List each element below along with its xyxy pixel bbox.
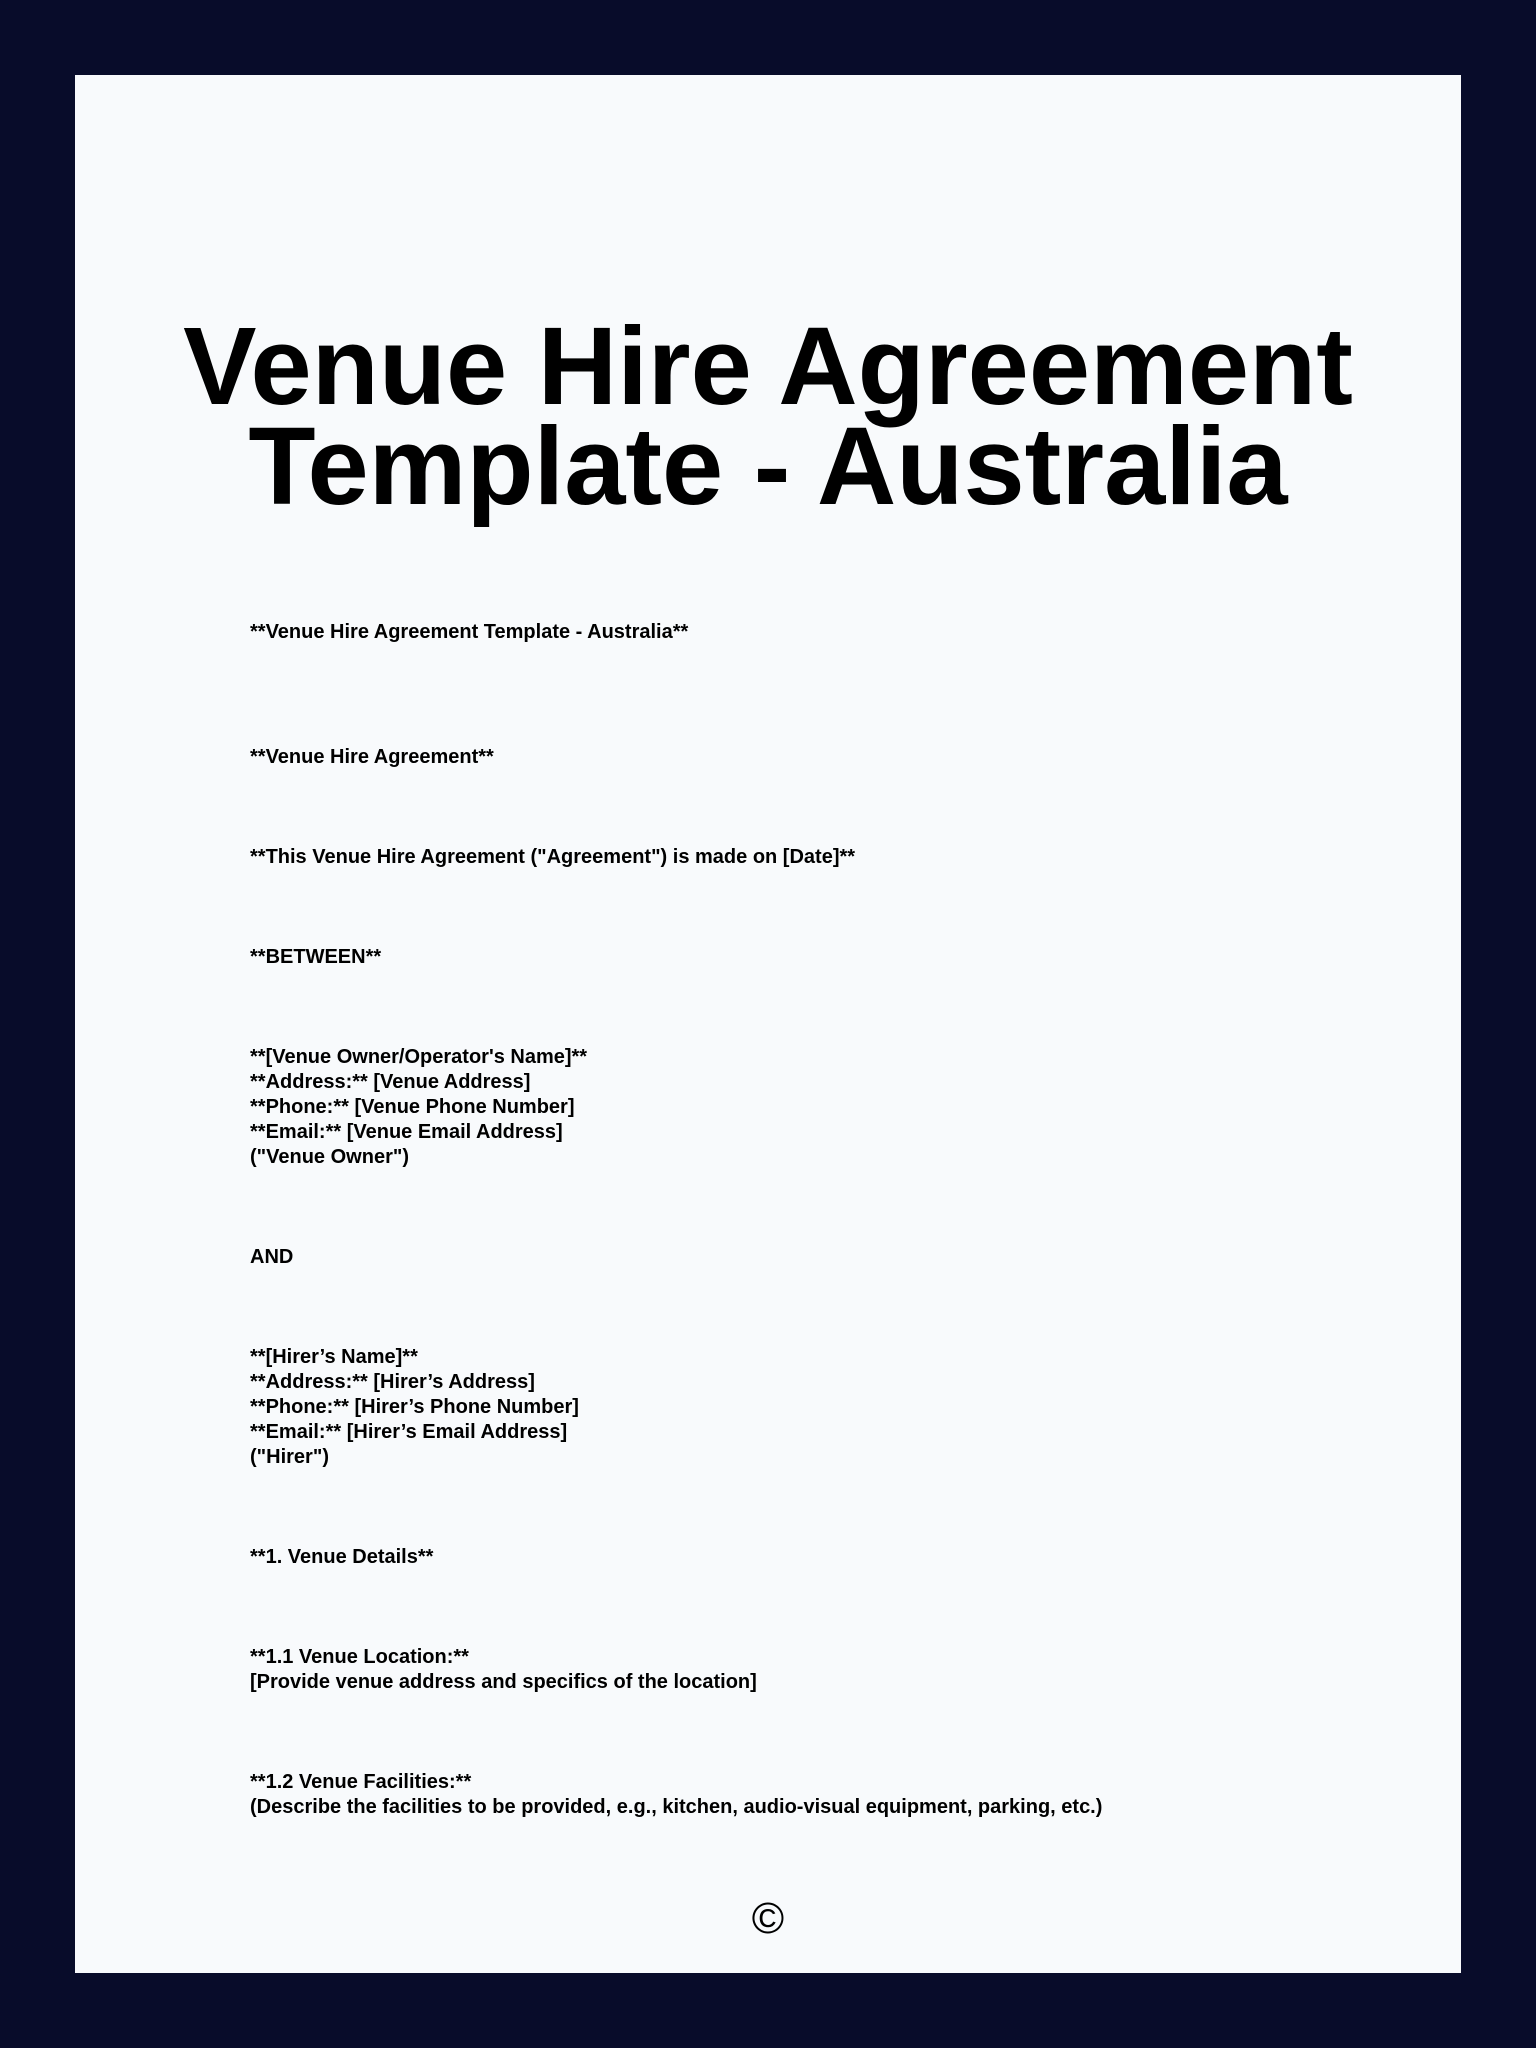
paragraph-hirer-block: **[Hirer’s Name]** **Address:** [Hirer’s Address] **Phone:** [Hirer’s Phone Number] **Email:** [Hirer’s Email Address] ("Hirer") [250,1346,579,1468]
document-title-line-2: Template - Australia [248,405,1288,528]
document-body [250,620,1300,1820]
document-title [75,305,1461,528]
document-title-line-1: Venue Hire Agreement [183,305,1353,428]
document-page [75,75,1461,1973]
copyright-icon: © [751,1894,785,1943]
paragraph-and: AND [250,1246,294,1268]
paragraph-venue-facilities: **1.2 Venue Facilities:** (Describe the facilities to be provided, e.g., kitchen, audio-visual equipment, parking, etc.) [250,1771,1103,1818]
paragraph-venue-owner-block: **[Venue Owner/Operator's Name]** **Address:** [Venue Address] **Phone:** [Venue Phone Number] **Email:** [Venue Email Address] ("Venue Owner") [250,1046,588,1168]
copyright-footer [75,1894,1461,1943]
paragraph-agreement-title: **Venue Hire Agreement** [250,746,494,768]
paragraph-venue-details-heading: **1. Venue Details** [250,1546,434,1568]
paragraph-between: **BETWEEN** [250,946,382,968]
paragraph-heading: **Venue Hire Agreement Template - Australia** [250,621,689,643]
paragraph-made-on: **This Venue Hire Agreement ("Agreement") is made on [Date]** [250,846,856,868]
paragraph-venue-location: **1.1 Venue Location:** [Provide venue address and specifics of the location] [250,1646,757,1693]
